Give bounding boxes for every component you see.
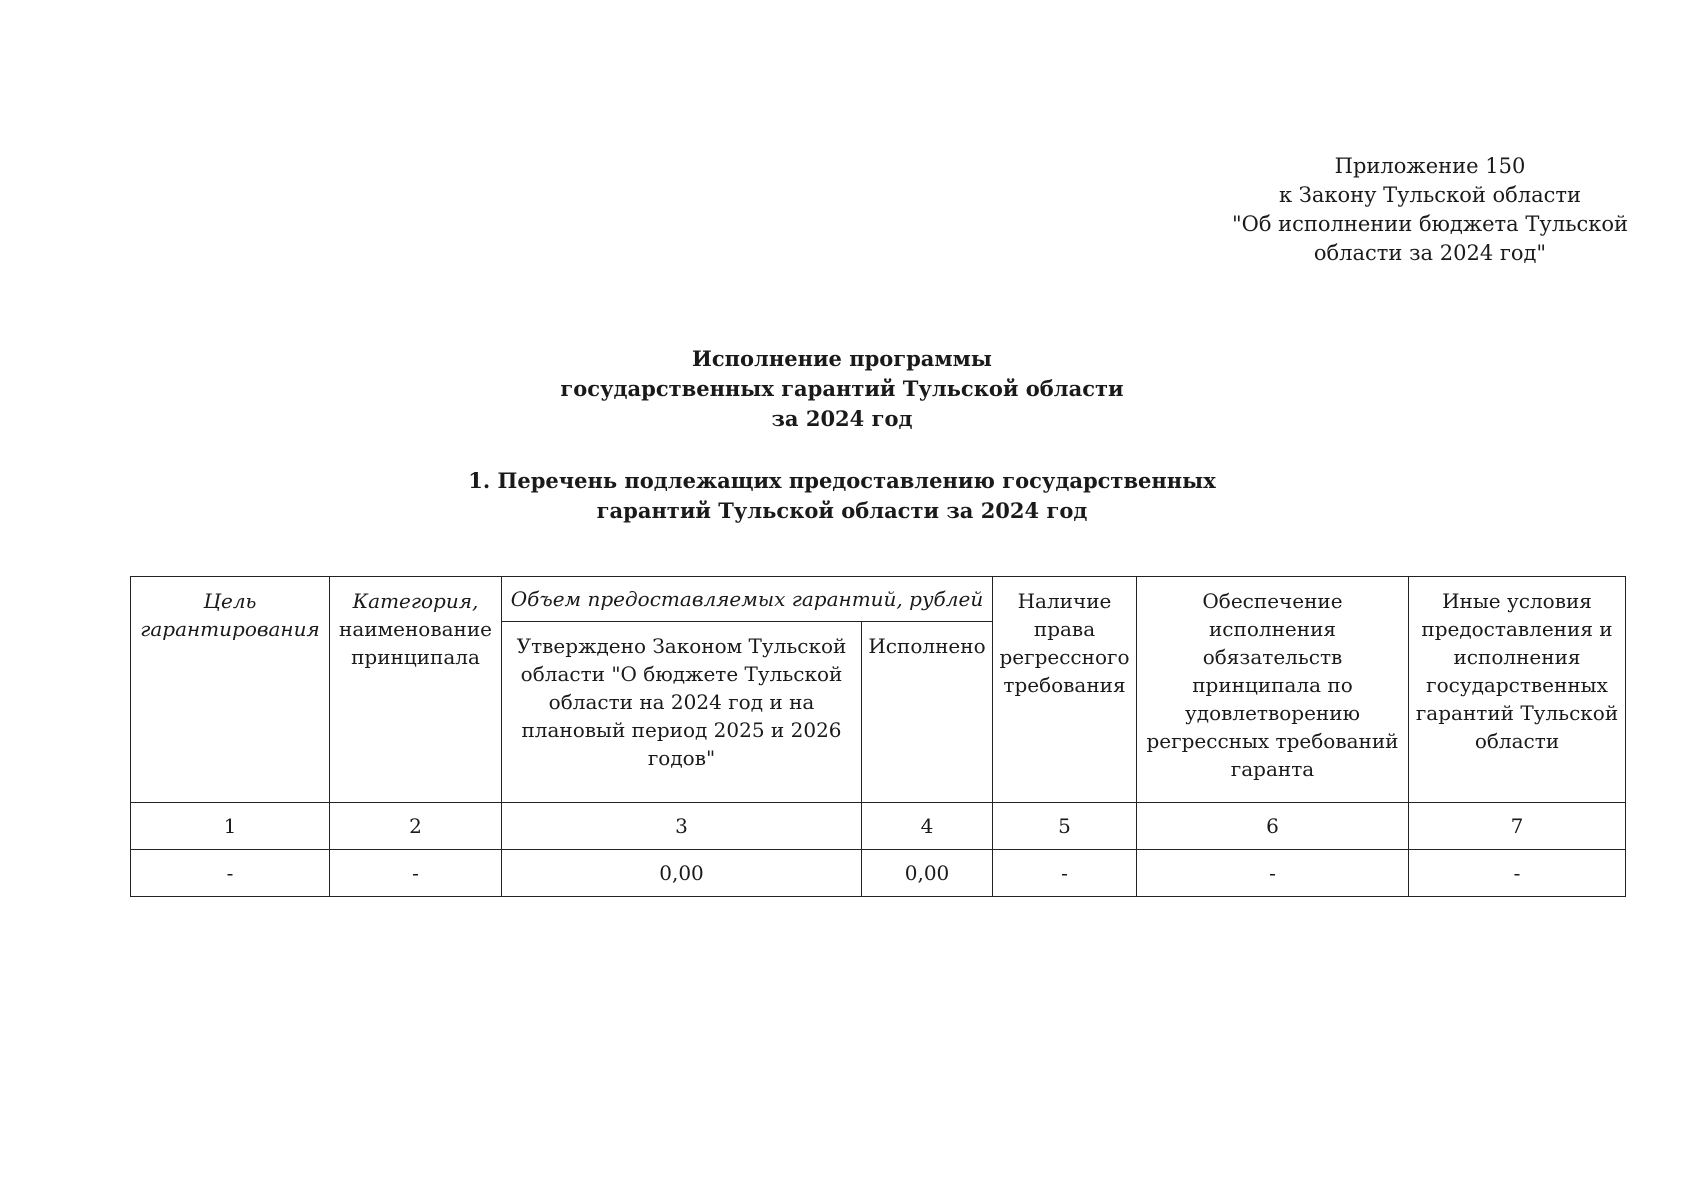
appendix-line-4: области за 2024 год"	[1313, 241, 1547, 265]
column-number: 2	[330, 803, 502, 850]
header-other-conditions: Иные условия предоставления и исполнения государственных гарантий Тульской области	[1409, 577, 1626, 803]
title-line-1: Исполнение программы	[692, 346, 992, 371]
header-row-1	[131, 577, 1626, 622]
column-number: 4	[862, 803, 993, 850]
appendix-line-2: к Закону Тульской области	[1278, 183, 1582, 207]
header-approved: Утверждено Законом Тульской области "О бюджете Тульской области на 2024 год и на плановый период 2025 и 2026 годов"	[502, 622, 862, 803]
appendix-line-3: "Об исполнении бюджета Тульской	[1231, 212, 1629, 236]
cell-category: -	[330, 850, 502, 897]
header-category	[330, 577, 502, 803]
cell-goal: -	[131, 850, 330, 897]
header-goal-text: Цель гарантирования	[140, 589, 320, 641]
appendix-line-1: Приложение 150	[1334, 154, 1526, 178]
document-title	[0, 344, 1684, 434]
column-number-row	[131, 803, 1626, 850]
cell-regress-right: -	[993, 850, 1137, 897]
section-line-2: гарантий Тульской области за 2024 год	[596, 498, 1088, 523]
column-number: 6	[1137, 803, 1409, 850]
column-number: 5	[993, 803, 1137, 850]
header-executed: Исполнено	[862, 622, 993, 803]
title-line-2: государственных гарантий Тульской области	[560, 376, 1124, 401]
header-security: Обеспечение исполнения обязательств принципала по удовлетворению регрессных требований гаранта	[1137, 577, 1409, 803]
table-row	[131, 850, 1626, 897]
cell-other-conditions: -	[1409, 850, 1626, 897]
header-volume-group: Объем предоставляемых гарантий, рублей	[502, 577, 993, 622]
guarantees-table	[130, 576, 1626, 897]
section-line-1: 1. Перечень подлежащих предоставлению государственных	[468, 468, 1216, 493]
cell-security: -	[1137, 850, 1409, 897]
header-regress-right: Наличие права регрессного требования	[993, 577, 1137, 803]
section-title	[0, 466, 1684, 526]
appendix-header	[1230, 152, 1630, 268]
column-number: 1	[131, 803, 330, 850]
cell-approved: 0,00	[502, 850, 862, 897]
header-category-rest: наименование принципала	[338, 617, 493, 669]
cell-executed: 0,00	[862, 850, 993, 897]
title-line-3: за 2024 год	[771, 406, 913, 431]
header-category-italic: Категория,	[352, 589, 479, 613]
column-number: 7	[1409, 803, 1626, 850]
header-goal	[131, 577, 330, 803]
column-number: 3	[502, 803, 862, 850]
